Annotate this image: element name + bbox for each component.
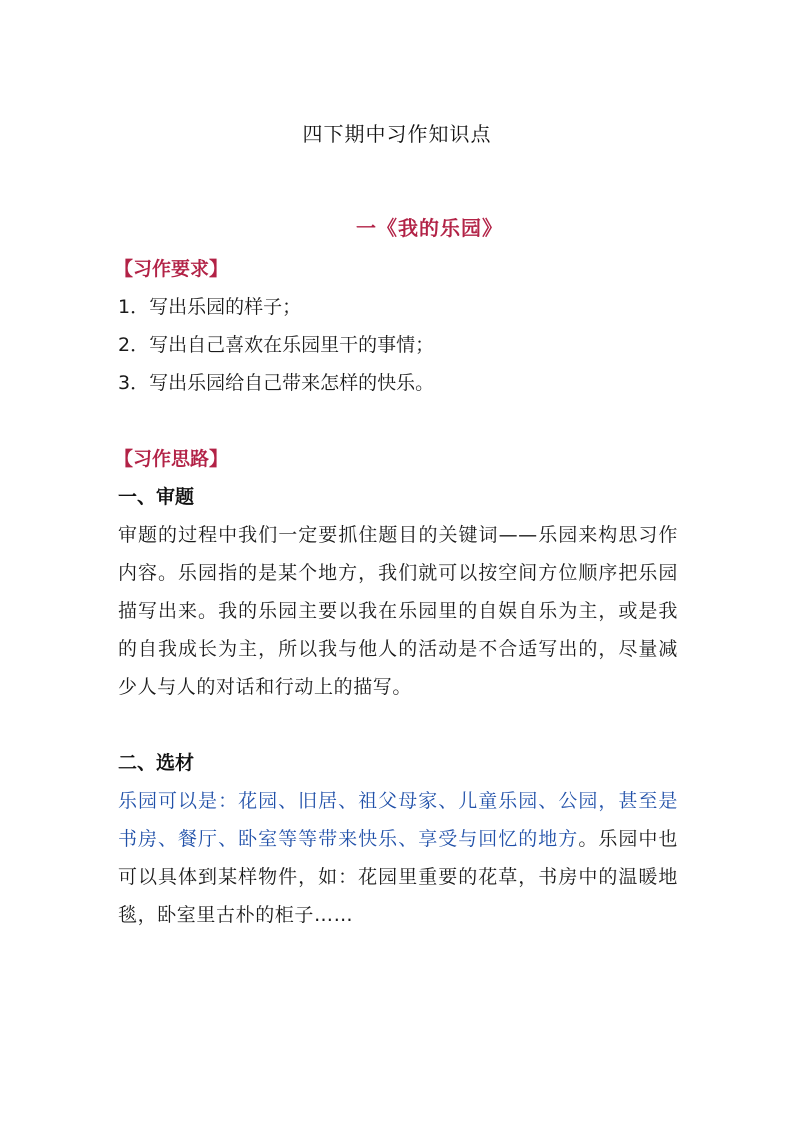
topic-heading: 一、审题 [118,486,195,508]
material-highlight-text: 乐园可以是：花园、旧居、祖父母家、儿童乐园、公园，甚至是书房、餐厅、卧室等等带来快乐、享受与回忆的地方 [118,790,678,850]
document-title: 四下期中习作知识点 [302,122,492,146]
requirements-label: 【习作要求】 [114,258,229,280]
requirement-item-1: 1．写出乐园的样子； [118,296,302,318]
requirement-item-2: 2．写出自己喜欢在乐园里干的事情； [118,334,435,356]
material-heading: 二、选材 [118,752,195,774]
topic-paragraph: 审题的过程中我们一定要抓住题目的关键词——乐园来构思习作内容。乐园指的是某个地方，我们就可以按空间方位顺序把乐园描写出来。我的乐园主要以我在乐园里的自娱自乐为主，或是我的自我成长为主，所以我与他人的活动是不合适写出的，尽量减少人与人的对话和行动上的描写。 [118,524,678,698]
section-title: 一《我的乐园》 [356,216,503,240]
spacer [118,706,678,744]
material-rest-text: 。乐园中也可以具体到某样物件，如：花园里重要的花草，书房中的温暖地毯，卧室里古朴的柜子…… [118,828,678,926]
approach-label: 【习作思路】 [114,448,229,470]
document-body [114,250,678,934]
requirement-item-3: 3．写出乐园给自己带来怎样的快乐。 [118,372,435,394]
spacer [118,402,678,440]
material-paragraph [118,782,678,934]
